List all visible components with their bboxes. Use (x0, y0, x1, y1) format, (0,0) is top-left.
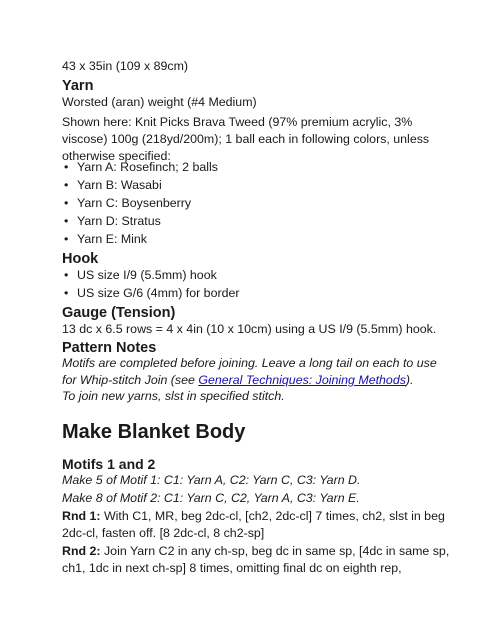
pattern-note-text-end: ). (405, 373, 414, 387)
list-item: • Yarn D: Stratus (62, 213, 452, 230)
yarn-list (62, 159, 452, 248)
list-item: • Yarn E: Mink (62, 231, 452, 248)
section-title: Make Blanket Body (62, 421, 246, 443)
round-2-label: Rnd 2: (62, 544, 101, 558)
motifs-heading: Motifs 1 and 2 (62, 456, 156, 472)
round-2 (62, 543, 452, 577)
gauge-text: 13 dc x 6.5 rows = 4 x 4in (10 x 10cm) using a US I/9 (5.5mm) hook. (62, 322, 437, 336)
joining-methods-link[interactable]: General Techniques: Joining Methods (198, 373, 406, 387)
pattern-notes-heading: Pattern Notes (62, 340, 157, 356)
list-item: • Yarn C: Boysenberry (62, 195, 452, 212)
yarn-shown-here: Shown here: Knit Picks Brava Tweed (97% premium acrylic, 3% viscose) 100g (218yd/200m); 1 ball each in following colors, unless otherwise specified: (62, 115, 430, 163)
size-line: 43 x 35in (109 x 89cm) (62, 59, 189, 73)
round-1-text: With C1, MR, beg 2dc-cl, [ch2, 2dc-cl] 7 times, ch2, slst in beg 2dc-cl, fasten off. [8 2dc-cl, 8 ch2-sp] (62, 509, 445, 540)
hook-list (62, 267, 452, 302)
motif-2-line: Make 8 of Motif 2: C1: Yarn C, C2, Yarn A, C3: Yarn E. (62, 491, 360, 505)
round-1 (62, 508, 452, 542)
list-item: • US size G/6 (4mm) for border (62, 285, 452, 302)
list-item: • Yarn B: Wasabi (62, 177, 452, 194)
yarn-heading: Yarn (62, 78, 94, 94)
round-1-label: Rnd 1: (62, 509, 101, 523)
pattern-note-2: To join new yarns, slst in specified stitch. (62, 389, 285, 403)
gauge-heading: Gauge (Tension) (62, 305, 176, 321)
round-2-text: Join Yarn C2 in any ch-sp, beg dc in same sp, [4dc in same sp, ch1, 1dc in next ch-sp] 8 times, omitting final dc on eighth rep, (62, 544, 450, 575)
motif-1-line: Make 5 of Motif 1: C1: Yarn A, C2: Yarn C, C3: Yarn D. (62, 473, 361, 487)
pattern-note-text: Motifs are completed before joining. Leave a long tail on each to use for Whip-stitch Join (see (62, 356, 437, 387)
list-item: • US size I/9 (5.5mm) hook (62, 267, 452, 284)
list-item: • Yarn A: Rosefinch; 2 balls (62, 159, 452, 176)
hook-heading: Hook (62, 251, 99, 267)
pattern-note (62, 355, 452, 389)
yarn-weight: Worsted (aran) weight (#4 Medium) (62, 95, 257, 109)
